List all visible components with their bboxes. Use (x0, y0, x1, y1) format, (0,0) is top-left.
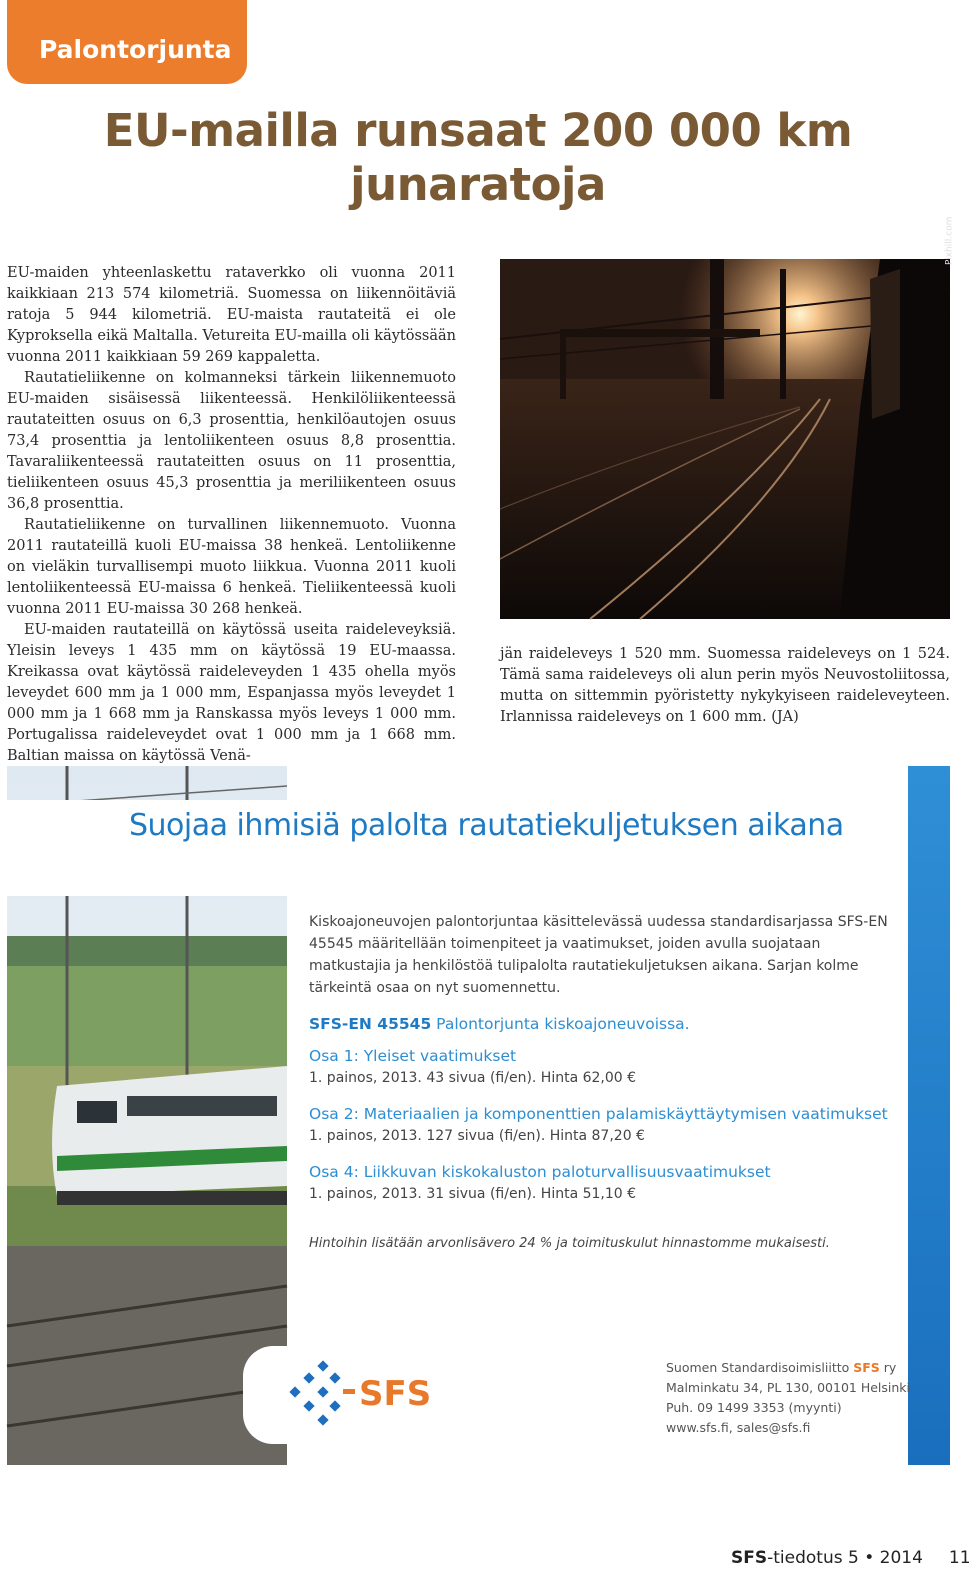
org-abbr: SFS (853, 1360, 880, 1375)
section-tab (7, 0, 247, 84)
sfs-logo-text: SFS (359, 1374, 432, 1414)
ad-body (309, 911, 889, 1255)
standard-part (309, 1045, 889, 1089)
article-column-left (7, 263, 456, 767)
org-web: www.sfs.fi, sales@sfs.fi (666, 1420, 811, 1435)
org-phone: Puh. 09 1499 3353 (myynti) (666, 1400, 842, 1415)
sfs-advertisement (7, 766, 950, 1465)
standard-name: Palontorjunta kiskoajoneuvoissa. (436, 1015, 690, 1033)
standard-series (309, 1013, 889, 1035)
page-number: 11 (948, 1548, 971, 1568)
article-paragraph: EU-maiden rautateillä on käytössä useita raideleveyksiä. Yleisin leveys 1 435 mm on käytössä 19 EU-maassa. Kreikassa ovat käytössä raideleveyden 1 435 ohella myös leveydet 600 mm ja 1 000 mm, Espanjassa myös leveydet 1 000 mm ja 1 668 mm ja Ranskassa myös leveys 1 000 mm. Portugalissa raideleveydet ovat 1 000 mm ja 1 668 mm. Baltian maissa on käytössä Venä- (7, 622, 456, 764)
footer-brand-bold: SFS (731, 1548, 768, 1568)
org-name-suffix: ry (883, 1360, 897, 1375)
photo-credit: Pixhill.com (944, 216, 954, 265)
ad-title: Suojaa ihmisiä palolta rautatiekuljetuksen aikana (129, 808, 844, 843)
vat-note: Hintoihin lisätään arvonlisävero 24 % ja toimituskulut hinnastomme mukaisesti. (309, 1236, 830, 1251)
footer-brand-rest: -tiedotus 5 • 2014 (767, 1548, 923, 1568)
org-address: Malminkatu 34, PL 130, 00101 Helsinki (666, 1380, 911, 1395)
article-paragraph: jän raideleveys 1 520 mm. Suomessa raideleveys on 1 524. Tämä sama raideleveys oli alun perin myös Neuvostoliitossa, mutta on sittemmin pyöristetty nykykyiseen raideleveyteen. Irlannissa raideleveys on 1 600 mm. (JA) (500, 646, 950, 725)
railway-sunset-photo (500, 216, 954, 619)
article-column-right (500, 644, 950, 728)
part-title: Osa 1: Yleiset vaatimukset (309, 1047, 517, 1065)
part-title: Osa 4: Liikkuvan kiskokaluston paloturvallisuusvaatimukset (309, 1163, 771, 1181)
standard-code: SFS-EN 45545 (309, 1015, 432, 1033)
org-name (666, 1358, 926, 1378)
standard-part (309, 1161, 889, 1205)
part-info: 1. painos, 2013. 31 sivua (fi/en). Hinta 51,10 € (309, 1186, 637, 1202)
page-footer (731, 1548, 971, 1568)
title-line-2: junaratoja (350, 158, 606, 211)
org-name-prefix: Suomen Standardisoimisliitto (666, 1360, 850, 1375)
section-tab-label: Palontorjunta (39, 34, 232, 64)
article-paragraph: Rautatieliikenne on turvallinen liikennemuoto. Vuonna 2011 rautateillä kuoli EU-maissa 38 henkeä. Lentoliikenne on vieläkin turvallisempi muoto liikkua. Vuonna 2011 kuoli lentoliikenteessä EU-maissa 6 henkeä. Tieliikenteessä kuoli vuonna 2011 EU-maissa 30 268 henkeä. (7, 517, 456, 617)
part-info: 1. painos, 2013. 127 sivua (fi/en). Hinta 87,20 € (309, 1128, 645, 1144)
ad-intro: Kiskoajoneuvojen palontorjuntaa käsittelevässä uudessa standardisarjassa SFS-EN 45545 määritellään toimenpiteet ja vaatimukset, joiden avulla suojataan matkustajia ja henkilöstöä tulipalolta rautatiekuljetuksen aikana. Sarjan kolme tärkeintä osaa on nyt suomennettu. (309, 914, 888, 996)
title-line-1: EU-mailla runsaat 200 000 km (103, 104, 853, 157)
photo-illustration (500, 259, 950, 619)
part-info: 1. painos, 2013. 43 sivua (fi/en). Hinta 62,00 € (309, 1070, 637, 1086)
article-paragraph: EU-maiden yhteenlaskettu rataverkko oli vuonna 2011 kaikkiaan 213 574 kilometriä. Suomessa on liikennöitäviä ratoja 5 944 kilometriä. EU-maista rautateitä ei ole Kyproksella eikä Maltalla. Vetureita EU-mailla oli käytössään vuonna 2011 kaikkiaan 59 269 kappaletta. (7, 265, 456, 365)
sfs-logo (285, 1360, 445, 1430)
page-title (0, 104, 956, 212)
standard-part (309, 1103, 889, 1147)
article-paragraph: Rautatieliikenne on kolmanneksi tärkein liikennemuoto EU-maiden sisäisessä liikenteessä. Henkilöliikenteessä rautateitten osuus on 6,3 prosenttia, henkilöautojen osuus 73,4 prosenttia ja lentoliikenteen osuus 8,8 prosenttia. Tavaraliikenteessä rautateitten osuus on 11 prosenttia, tieliikenteen osuus 45,3 prosenttia ja meriliikenteen osuus 36,8 prosenttia. (7, 370, 456, 512)
part-title: Osa 2: Materiaalien ja komponenttien palamiskäyttäytymisen vaatimukset (309, 1105, 888, 1123)
sfs-contact (666, 1358, 926, 1438)
